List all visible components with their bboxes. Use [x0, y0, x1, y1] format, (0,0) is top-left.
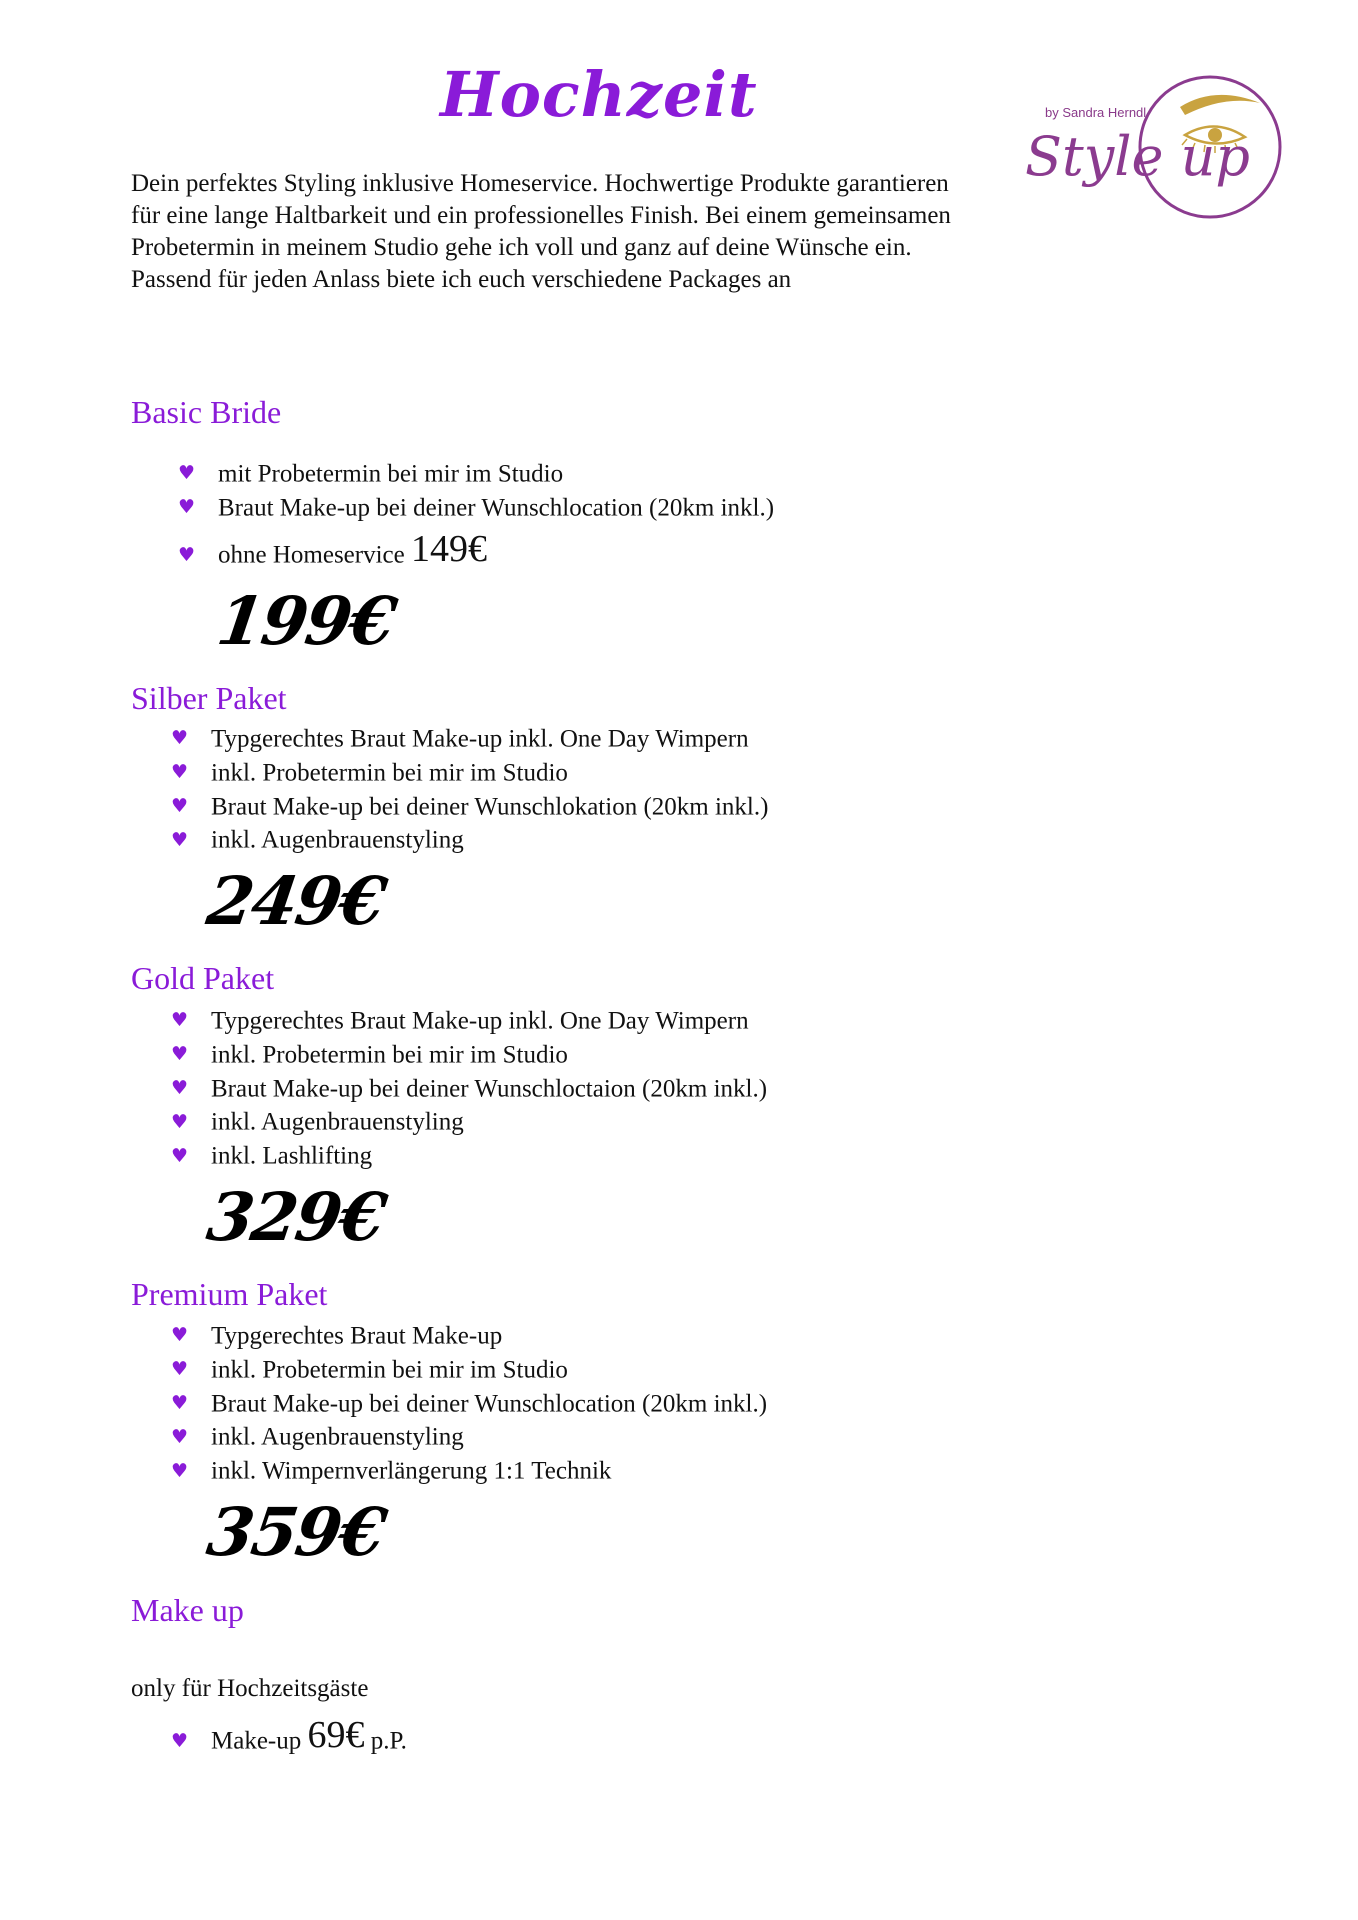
heart-icon: ♥ — [171, 794, 189, 817]
logo-wordmark: Style up — [1025, 125, 1250, 188]
inline-price: 149€ — [410, 527, 487, 570]
list-item: ♥ Typgerechtes Braut Make-up inkl. One Day Wimpern — [171, 1003, 767, 1037]
package-list-silber — [171, 721, 768, 856]
heart-icon: ♥ — [171, 1009, 189, 1032]
inline-price: 69€ — [307, 1714, 365, 1756]
heart-icon: ♥ — [171, 1459, 189, 1482]
list-item: ♥ inkl. Augenbrauenstyling — [171, 1419, 767, 1453]
list-item: ♥ Make-up 69€ p.P. — [171, 1710, 407, 1760]
package-price-silber: 249€ — [202, 862, 390, 940]
list-item: ♥ Typgerechtes Braut Make-up inkl. One Day Wimpern — [171, 721, 768, 755]
list-item: ♥ Braut Make-up bei deiner Wunschlokation (20km inkl.) — [171, 789, 768, 823]
makeup-list — [171, 1710, 407, 1760]
heart-icon: ♥ — [171, 761, 189, 784]
list-item: ♥ inkl. Augenbrauenstyling — [171, 822, 768, 856]
package-list-basic-bride — [178, 456, 774, 574]
list-item: ♥ inkl. Augenbrauenstyling — [171, 1104, 767, 1138]
package-title-silber: Silber Paket — [131, 680, 287, 716]
package-price-gold: 329€ — [202, 1178, 390, 1256]
list-item: ♥ inkl. Lashlifting — [171, 1138, 767, 1172]
package-price-premium: 359€ — [202, 1493, 390, 1571]
package-price-basic-bride: 199€ — [212, 582, 400, 660]
makeup-note: only für Hochzeitsgäste — [131, 1675, 369, 1702]
heart-icon: ♥ — [171, 1110, 189, 1133]
heart-icon: ♥ — [178, 496, 196, 519]
brand-logo — [975, 55, 1315, 235]
heart-icon: ♥ — [171, 1358, 189, 1381]
logo-byline: by Sandra Herndl — [1045, 105, 1147, 120]
heart-icon: ♥ — [171, 1076, 189, 1099]
package-title-gold: Gold Paket — [131, 960, 275, 996]
intro-text: Dein perfektes Styling inklusive Homeservice. Hochwertige Produkte garantieren für eine lange Haltbarkeit und ein professionelles Finish. Bei einem gemeinsamen Probetermin in meinem Studio gehe ich voll und ganz auf deine Wünsche ein. Passend für jeden Anlass biete ich euch verschiedene Packages an — [131, 170, 951, 293]
list-item: ♥ inkl. Probetermin bei mir im Studio — [171, 755, 768, 789]
heart-icon: ♥ — [171, 727, 189, 750]
list-item: ♥ Braut Make-up bei deiner Wunschloctaion (20km inkl.) — [171, 1071, 767, 1105]
section-title-makeup: Make up — [131, 1592, 244, 1628]
list-item: ♥ inkl. Probetermin bei mir im Studio — [171, 1037, 767, 1071]
list-item: ♥ ohne Homeservice 149€ — [178, 524, 774, 574]
heart-icon: ♥ — [171, 1730, 189, 1753]
heart-icon: ♥ — [171, 1425, 189, 1448]
eyebrow-icon — [1180, 95, 1260, 115]
list-item: ♥ inkl. Wimpernverlängerung 1:1 Technik — [171, 1453, 767, 1487]
list-item: ♥ Typgerechtes Braut Make-up — [171, 1318, 767, 1352]
list-item: ♥ mit Probetermin bei mir im Studio — [178, 456, 774, 490]
page-title: Hochzeit — [440, 58, 758, 131]
package-list-premium — [171, 1318, 767, 1487]
heart-icon: ♥ — [178, 543, 196, 566]
heart-icon: ♥ — [171, 1043, 189, 1066]
heart-icon: ♥ — [171, 1324, 189, 1347]
package-list-gold — [171, 1003, 767, 1172]
heart-icon: ♥ — [171, 1144, 189, 1167]
package-title-premium: Premium Paket — [131, 1276, 328, 1312]
list-item: ♥ Braut Make-up bei deiner Wunschlocation (20km inkl.) — [178, 490, 774, 524]
logo-graphic — [975, 55, 1315, 235]
heart-icon: ♥ — [178, 462, 196, 485]
heart-icon: ♥ — [171, 828, 189, 851]
list-item: ♥ Braut Make-up bei deiner Wunschlocation (20km inkl.) — [171, 1386, 767, 1420]
package-title-basic-bride: Basic Bride — [131, 394, 282, 430]
list-item: ♥ inkl. Probetermin bei mir im Studio — [171, 1352, 767, 1386]
heart-icon: ♥ — [171, 1391, 189, 1414]
